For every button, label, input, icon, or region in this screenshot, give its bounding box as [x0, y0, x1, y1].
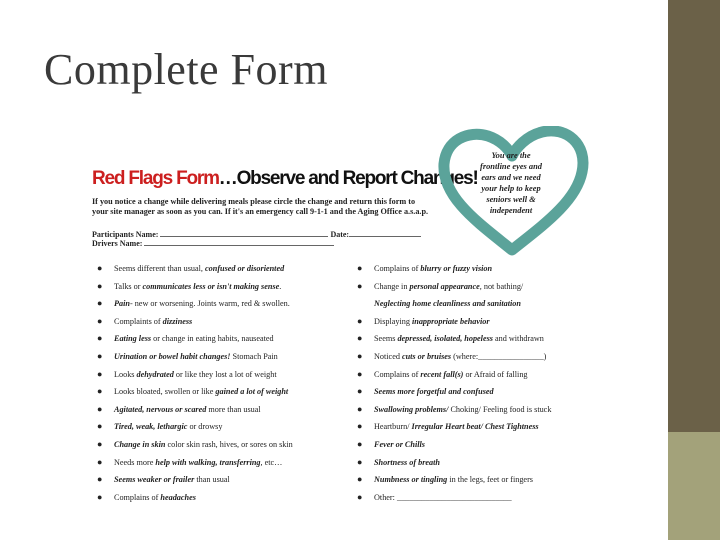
checklist-item-text: Complaints of [114, 316, 163, 326]
checklist-item-text: Change in skin [114, 439, 166, 449]
checklist-item-text: Complains of [374, 264, 421, 273]
checklist-item[interactable] [352, 401, 551, 419]
form-title-red: Red Flags Form [92, 168, 219, 189]
checklist-item-text: or Afraid of falling [463, 369, 528, 379]
checklist-item[interactable] [352, 313, 551, 331]
bullet-icon: ● [357, 474, 363, 485]
checklist-item-text: blurry or fuzzy vision [420, 264, 493, 273]
checklist-item-text: Eating less [114, 334, 152, 344]
checklist-item-text: cuts or bruises [401, 351, 452, 361]
form-title-rest: …Observe and Report Changes! [218, 168, 478, 189]
checklist-item-text: inappropriate behavior [411, 316, 490, 326]
checklist-item-text: (where:________________) [451, 351, 547, 361]
checklist-item-text: Displaying [374, 316, 412, 326]
bullet-icon: ● [357, 280, 363, 291]
form-title [92, 168, 478, 190]
checklist-item-text: Neglecting home cleanliness and sanitation [374, 299, 521, 309]
slide-title: Complete Form [44, 45, 328, 94]
checklist-item[interactable] [352, 418, 551, 436]
checklist-item[interactable] [92, 260, 293, 278]
bullet-icon: ● [357, 368, 363, 379]
checklist-item-text: , not bathing/ [479, 281, 524, 291]
checklist-item-text: Seems more forgetful and confused [374, 387, 494, 397]
checklist-item[interactable] [92, 313, 293, 331]
bullet-icon: ● [97, 491, 103, 502]
checklist-item-text: confused or disoriented [205, 264, 285, 273]
bullet-icon: ● [97, 263, 103, 273]
heart-line: You are the [491, 151, 531, 160]
checklist-item-text: - new or worsening. Joints warm, red & swollen. [129, 299, 290, 309]
checklist-item[interactable] [352, 260, 551, 278]
bullet-icon: ● [357, 263, 363, 273]
checklist-item-text: Urination or bowel habit changes! [114, 351, 231, 361]
checklist-item-text: Agitated, nervous or scared [114, 404, 207, 414]
bullet-icon: ● [97, 438, 103, 449]
bullet-icon: ● [357, 350, 363, 361]
checklist-item[interactable] [92, 348, 293, 366]
bullet-icon: ● [97, 280, 103, 291]
checklist-item-text: gained a lot of weight [215, 387, 289, 397]
bullet-icon: ● [357, 456, 363, 467]
bullet-icon: ● [97, 421, 103, 432]
heart-line: your help to keep [481, 184, 541, 193]
bullet-icon: ● [357, 333, 363, 344]
checklist-item-text: Shortness of breath [374, 457, 440, 467]
checklist-item-text: dehydrated [136, 369, 174, 379]
checklist-item[interactable] [92, 366, 293, 384]
drivers-name-field [92, 238, 334, 248]
checklist-item[interactable] [352, 366, 551, 384]
heart-line: ears and we need [481, 173, 541, 182]
heart-message [466, 150, 556, 216]
checklist-item-text: or change in eating habits, nauseated [151, 334, 274, 344]
checklist-item-text: Seems weaker or frailer [114, 475, 195, 485]
checklist-item-text: Looks [114, 369, 137, 379]
drivers-label: Drivers Name: [92, 239, 143, 248]
checklist-item[interactable] [352, 436, 551, 454]
heart-line: independent [489, 206, 533, 215]
checklist-item[interactable] [352, 471, 551, 489]
checklist-item-text: ____________________________ [396, 492, 512, 502]
right-checklist [352, 260, 551, 506]
checklist-item-text: in the legs, feet or fingers [447, 475, 533, 485]
bullet-icon: ● [97, 368, 103, 379]
checklist-item[interactable] [92, 489, 293, 507]
checklist-item-text: Numbness or tingling [374, 475, 448, 485]
checklist-item[interactable] [92, 418, 293, 436]
checklist-item-text: Change in [374, 281, 410, 291]
bullet-icon: ● [97, 456, 103, 467]
checklist-item-text: , etc… [260, 457, 283, 467]
checklist-item-text: Heartburn/ [374, 422, 412, 432]
checklist-item-text: personal appearance [409, 281, 480, 291]
bullet-icon: ● [357, 438, 363, 449]
checklist-item-text: or drowsy [187, 422, 223, 432]
checklist-item-text: Noticed [374, 351, 402, 361]
bullet-icon: ● [97, 403, 103, 414]
bullet-icon: ● [357, 386, 363, 397]
bullet-icon: ● [97, 315, 103, 326]
checklist-item-text: Complains of [374, 369, 421, 379]
date-label: Date: [330, 230, 350, 239]
participants-label: Participants Name: [92, 230, 159, 239]
checklist-item-text: Talks or [114, 281, 143, 291]
left-checklist [92, 260, 293, 506]
bullet-icon: ● [97, 298, 103, 309]
checklist-item-text: Pain [114, 299, 130, 309]
bullet-icon: ● [357, 315, 363, 326]
checklist-item[interactable] [92, 278, 293, 296]
checklist-item-text: Other: [374, 492, 397, 502]
checklist-item[interactable] [352, 383, 551, 401]
checklist-item-text: more than usual [206, 404, 261, 414]
checklist-item-text: or like they lost a lot of weight [173, 369, 277, 379]
checklist-item[interactable] [92, 454, 293, 472]
checklist-item[interactable] [352, 295, 551, 313]
checklist-item-text: Complains of [114, 492, 161, 502]
bullet-icon: ● [97, 333, 103, 344]
checklist-item-text: color skin rash, hives, or sores on skin [165, 439, 293, 449]
checklist-item-text: Irregular Heart beat/ Chest Tightness [411, 422, 539, 432]
heart-line: seniors well & [486, 195, 536, 204]
checklist-item-text: Tired, weak, lethargic [114, 422, 188, 432]
checklist-item[interactable] [92, 295, 293, 313]
checklist-item[interactable] [352, 454, 551, 472]
checklist-item[interactable] [92, 383, 293, 401]
checklist-item-text: depressed, isolated, hopeless [397, 334, 493, 344]
checklist-item[interactable] [352, 348, 551, 366]
checklist-item[interactable] [352, 330, 551, 348]
checklist-item-text: Choking/ Feeling food is stuck [448, 404, 552, 414]
checklist-item-text: dizziness [162, 316, 193, 326]
checklist-item-text: help with walking, transferring [155, 457, 261, 467]
bullet-icon: ● [97, 386, 103, 397]
checklist-item-text: Needs more [114, 457, 156, 467]
checklist-item-text: headaches [160, 492, 196, 502]
checklist-item-text: communicates less or isn't making sense [142, 281, 280, 291]
heart-line: frontline eyes and [480, 162, 542, 171]
checklist-item[interactable] [92, 436, 293, 454]
bullet-icon: ● [357, 421, 363, 432]
checklist-item-text: Stomach Pain [230, 351, 278, 361]
checklist-item-text: Seems different than usual, [114, 264, 206, 273]
checklist-item-text: Fever or Chills [374, 439, 425, 449]
checklist-item[interactable] [92, 471, 293, 489]
checklist-item[interactable] [92, 330, 293, 348]
checklist-item[interactable] [352, 489, 551, 507]
sidebar-light-band [668, 432, 720, 540]
checklist-item-text: . [279, 281, 282, 291]
form-intro: If you notice a change while delivering meals please circle the change and return this form to your site manager as soon as you can. If it's an emergency call 9-1-1 and the Aging Office a.s.a.p. [92, 197, 429, 216]
checklist-item-text: Seems [374, 334, 398, 344]
sidebar-dark-band [668, 0, 720, 432]
checklist-item-text: Swallowing problems/ [374, 404, 449, 414]
checklist-item-text: and withdrawn [492, 334, 544, 344]
checklist-item[interactable] [92, 401, 293, 419]
checklist-item-text: Looks bloated, swollen or like [114, 387, 216, 397]
bullet-icon: ● [357, 491, 363, 502]
bullet-icon: ● [357, 403, 363, 414]
checklist-item-text: than usual [194, 475, 230, 485]
checklist-item[interactable] [352, 278, 551, 296]
bullet-icon: ● [97, 350, 103, 361]
bullet-icon: ● [97, 474, 103, 485]
checklist-item-text: recent fall(s) [420, 369, 464, 379]
